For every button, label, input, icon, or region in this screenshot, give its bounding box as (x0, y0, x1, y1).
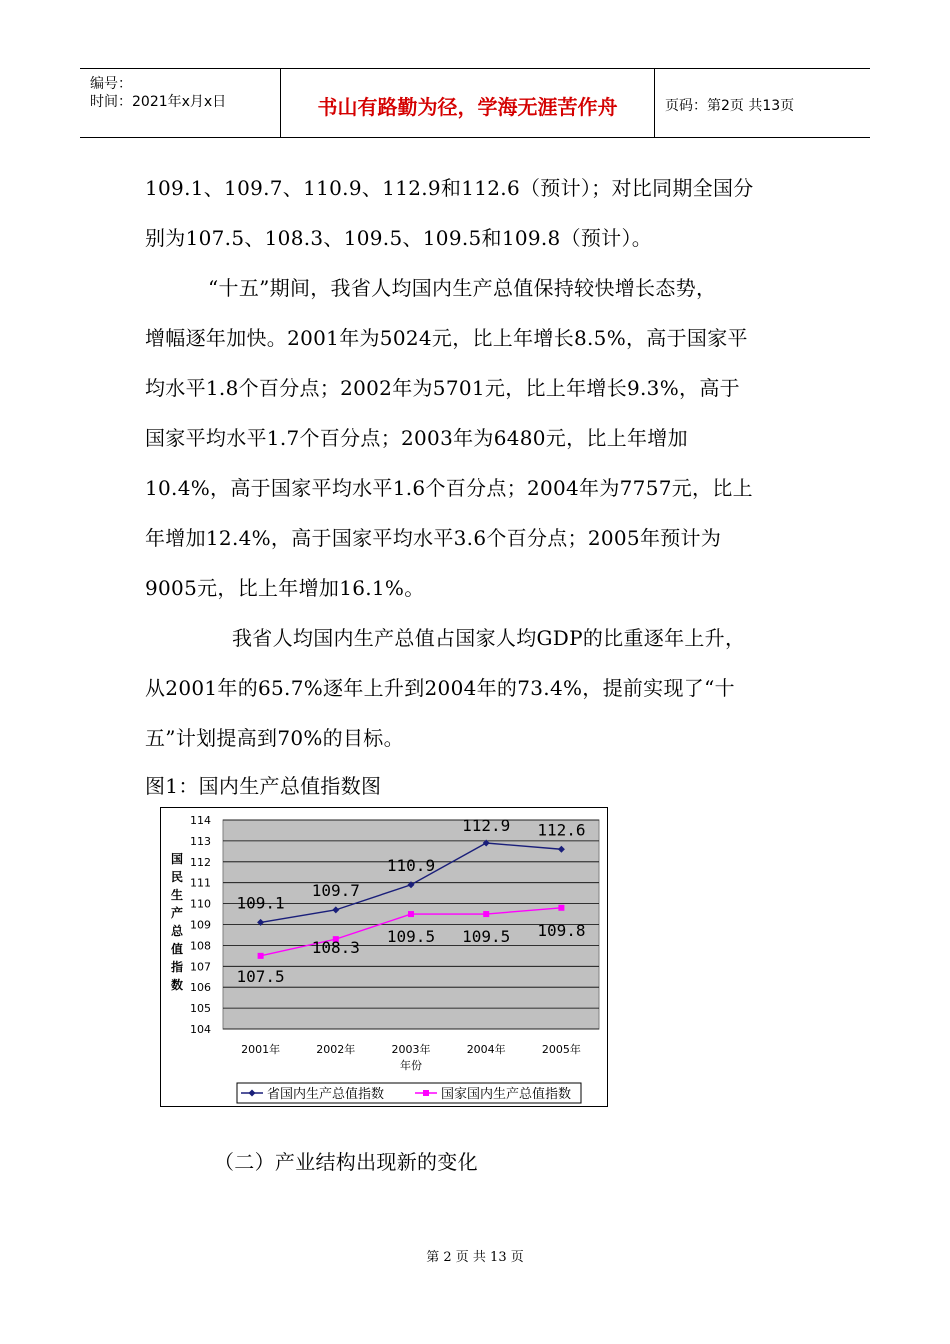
y-axis-label-char: 产 (170, 906, 184, 920)
time-label: 时间：2021年x月x日 (90, 94, 227, 110)
y-tick-label: 110 (190, 897, 211, 911)
data-label: 109.5 (462, 927, 511, 947)
paragraph-line: 从2001年的65.7%逐年上升到2004年的73.4%，提前实现了“十 (145, 676, 735, 700)
y-tick-label: 112 (190, 855, 211, 869)
x-tick-label: 2001年 (241, 1043, 281, 1056)
chart-svg (161, 808, 607, 1106)
x-tick-label: 2002年 (316, 1043, 356, 1056)
y-tick-label: 108 (190, 939, 211, 953)
data-point (558, 905, 564, 911)
paragraph-line: 增幅逐年加快。2001年为5024元，比上年增长8.5%，高于国家平 (145, 326, 748, 350)
x-axis-label: 年份 (400, 1059, 422, 1072)
x-tick-label: 2005年 (541, 1043, 581, 1056)
data-label: 112.6 (537, 820, 586, 840)
x-tick-label: 2003年 (391, 1043, 431, 1056)
section-heading: （二）产业结构出现新的变化 (214, 1150, 478, 1174)
x-tick-label: 2004年 (466, 1043, 506, 1056)
y-tick-label: 107 (190, 960, 211, 974)
header-divider (654, 69, 655, 137)
data-point (258, 953, 264, 959)
y-axis-label-char: 民 (170, 870, 184, 884)
y-tick-label: 106 (190, 981, 211, 995)
paragraph-line: 均水平1.8个百分点；2002年为5701元，比上年增长9.3%，高于 (145, 376, 740, 400)
data-label: 109.8 (537, 920, 586, 940)
data-label: 109.5 (386, 927, 436, 947)
paragraph-line: 别为107.5、108.3、109.5、109.5和109.8（预计）。 (145, 226, 653, 250)
header-motto: 书山有路勤为径，学海无涯苦作舟 (317, 95, 618, 119)
paragraph-line: 109.1、109.7、110.9、112.9和112.6（预计）；对比同期全国分 (145, 176, 754, 200)
header-page-info: 页码：第2页 共13页 (665, 98, 795, 114)
y-tick-label: 111 (190, 876, 211, 890)
data-point (408, 911, 414, 917)
page-header (80, 68, 870, 138)
data-label: 110.9 (386, 855, 436, 875)
data-label: 112.9 (462, 815, 511, 835)
gdp-index-chart (160, 807, 608, 1107)
y-axis-label-char: 数 (170, 978, 184, 992)
paragraph-line: 国家平均水平1.7个百分点；2003年为6480元，比上年增加 (145, 426, 688, 450)
page-footer: 第 2 页 共 13 页 (426, 1250, 524, 1265)
legend-label: 省国内生产总值指数 (267, 1087, 385, 1102)
y-tick-label: 114 (190, 814, 211, 827)
number-label: 编号： (90, 76, 132, 92)
y-axis-label-char: 总 (170, 924, 184, 938)
paragraph-line: 我省人均国内生产总值占国家人均GDP的比重逐年上升， (232, 626, 746, 650)
data-point (483, 911, 489, 917)
y-axis-label-char: 指 (170, 960, 184, 974)
y-tick-label: 109 (190, 918, 211, 932)
y-tick-label: 105 (190, 1002, 211, 1016)
legend-marker (423, 1090, 429, 1096)
figure-caption: 图1：国内生产总值指数图 (145, 774, 382, 798)
header-meta (80, 69, 280, 137)
y-axis-label-char: 国 (170, 852, 184, 866)
legend-label: 国家国内生产总值指数 (441, 1087, 572, 1102)
paragraph-line: 10.4%，高于国家平均水平1.6个百分点；2004年为7757元，比上 (145, 476, 753, 500)
paragraph-line: 9005元，比上年增加16.1%。 (145, 576, 425, 600)
data-label: 108.3 (311, 938, 360, 958)
y-tick-label: 113 (190, 834, 211, 848)
data-label: 109.7 (311, 880, 360, 900)
y-axis-label-char: 值 (170, 942, 184, 956)
data-label: 107.5 (236, 966, 285, 986)
data-label: 109.1 (236, 893, 285, 913)
y-tick-label: 104 (190, 1023, 211, 1036)
paragraph-line: 年增加12.4%，高于国家平均水平3.6个百分点；2005年预计为 (145, 526, 722, 550)
paragraph-line: “十五”期间，我省人均国内生产总值保持较快增长态势， (208, 276, 717, 300)
paragraph-line: 五”计划提高到70%的目标。 (145, 726, 404, 750)
y-axis-label-char: 生 (170, 888, 184, 902)
